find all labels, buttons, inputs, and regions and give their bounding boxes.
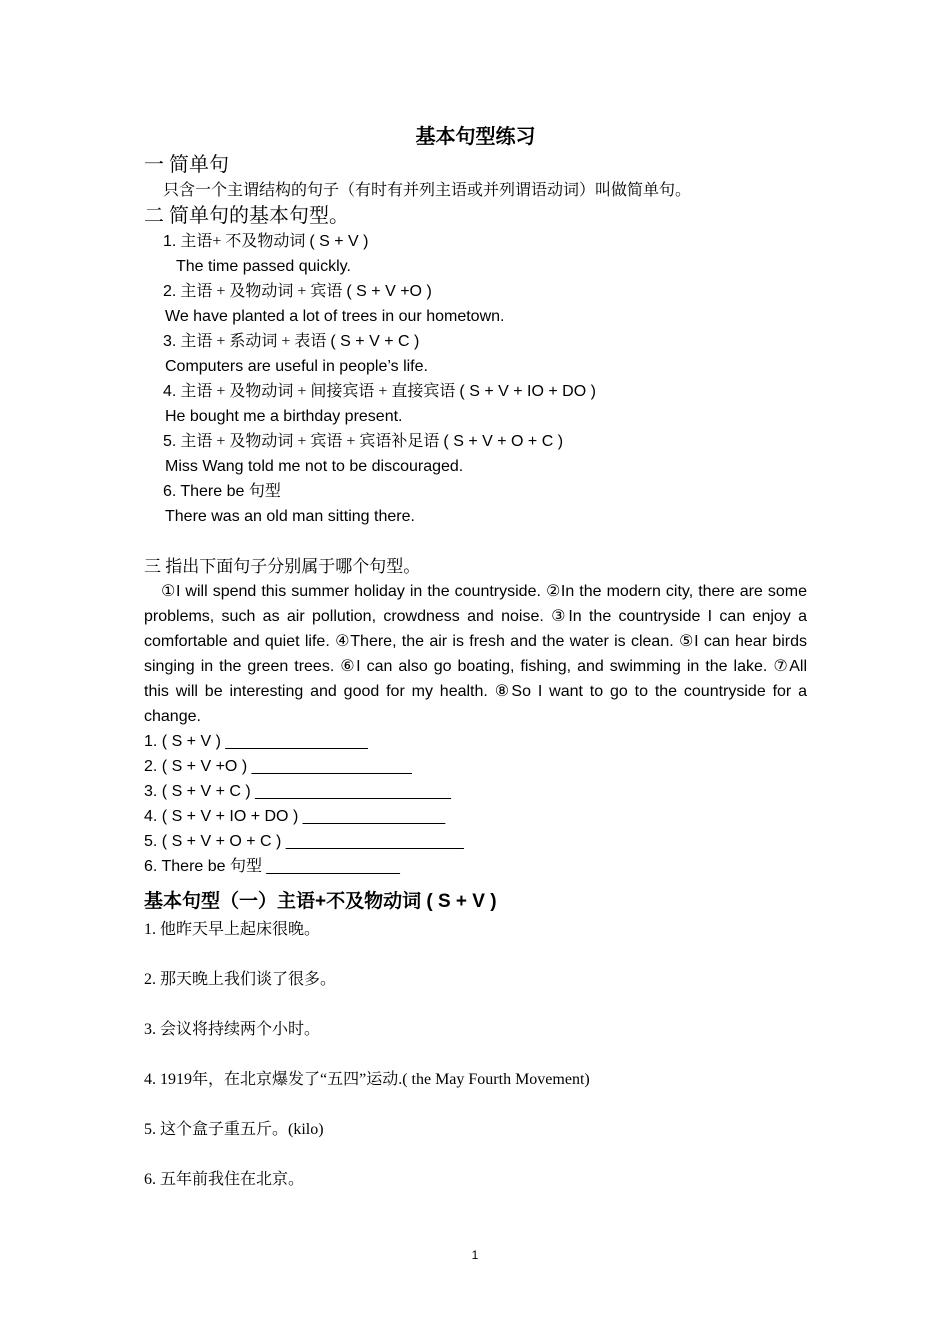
pattern-formula: ( S + V + C ) [330,333,420,350]
pattern-formula: ( S + V +O ) [346,283,432,300]
pattern-4 [144,379,807,404]
pattern-2-example: We have planted a lot of trees in our hometown. [165,308,505,325]
pattern-number: 6. [163,483,177,500]
pattern-number: 4. [163,383,177,400]
pattern-4-example: He bought me a birthday present. [165,408,403,425]
pattern-2 [144,279,807,304]
pattern-number: 2. [163,283,177,300]
page-content [144,122,807,1192]
section4-heading: 基本句型（一）主语+不及物动词 ( S + V ) [144,891,497,912]
answer-line-6[interactable]: 6. There be 句型 _______________ [144,858,400,875]
answer-space [144,1042,807,1067]
pattern-label: 主语+ 不及物动词 [180,233,306,250]
pattern-5-example: Miss Wang told me not to be discouraged. [165,458,464,475]
answer-space [144,1092,807,1117]
pattern-6-example: There was an old man sitting there. [165,508,415,525]
question-6: 6. 五年前我住在北京。 [144,1171,305,1188]
pattern-label: 主语 + 及物动词 + 间接宾语 + 直接宾语 [180,383,456,400]
section1-heading: 一 简单句 [144,154,229,176]
question-1: 1. 他昨天早上起床很晚。 [144,921,321,938]
question-5: 5. 这个盒子重五斤。(kilo) [144,1121,324,1138]
pattern-label: 主语 + 及物动词 + 宾语 + 宾语补足语 [180,433,440,450]
pattern-5 [144,429,807,454]
answer-line-2[interactable]: 2. ( S + V +O ) __________________ [144,758,412,775]
answer-space [144,942,807,967]
section3-heading: 三 指出下面句子分别属于哪个句型。 [144,557,421,576]
pattern-6 [144,479,807,504]
pattern-1 [144,229,807,254]
answer-line-3[interactable]: 3. ( S + V + C ) ______________________ [144,783,451,800]
pattern-formula: ( S + V + O + C ) [443,433,564,450]
pattern-number: 3. [163,333,177,350]
pattern-label: 主语 + 系动词 + 表语 [180,333,327,350]
pattern-3 [144,329,807,354]
page-number: 1 [471,1248,479,1262]
answer-space [144,992,807,1017]
pattern-formula: ( S + V + IO + DO ) [459,383,596,400]
answer-line-1[interactable]: 1. ( S + V ) ________________ [144,733,368,750]
pattern-formula: ( S + V ) [309,233,369,250]
answer-line-5[interactable]: 5. ( S + V + O + C ) ____________________ [144,833,464,850]
section1-definition: 只含一个主谓结构的句子（有时有并列主语或并列谓语动词）叫做简单句。 [163,182,692,199]
answer-space [144,1142,807,1167]
question-2: 2. 那天晚上我们谈了很多。 [144,971,337,988]
question-4: 4. 1919年，在北京爆发了“五四”运动.( the May Fourth Movement) [144,1071,590,1088]
exercise-paragraph: ①I will spend this summer holiday in the countryside. ②In the modern city, there are some problems, such as air pollution, crowdness and noise. ③In the countryside I can enjoy a comfortable and quiet life. ④There, the air is fresh and the water is clean. ⑤I can hear birds singing in the green trees. ⑥I can also go boating, fishing, and swimming in the lake. ⑦All this will be interesting and good for my health. ⑧So I want to go to the countryside for a change. [144,583,807,725]
question-3: 3. 会议将持续两个小时。 [144,1021,321,1038]
pattern-3-example: Computers are useful in people’s life. [165,358,428,375]
pattern-number: 1. [163,233,177,250]
pattern-1-example: The time passed quickly. [176,258,351,275]
section2-heading: 二 简单句的基本句型。 [144,205,349,227]
spacer [144,529,807,554]
pattern-label: There be 句型 [180,483,281,500]
page-title: 基本句型练习 [415,126,536,148]
pattern-number: 5. [163,433,177,450]
answer-line-4[interactable]: 4. ( S + V + IO + DO ) ________________ [144,808,446,825]
pattern-label: 主语 + 及物动词 + 宾语 [180,283,343,300]
